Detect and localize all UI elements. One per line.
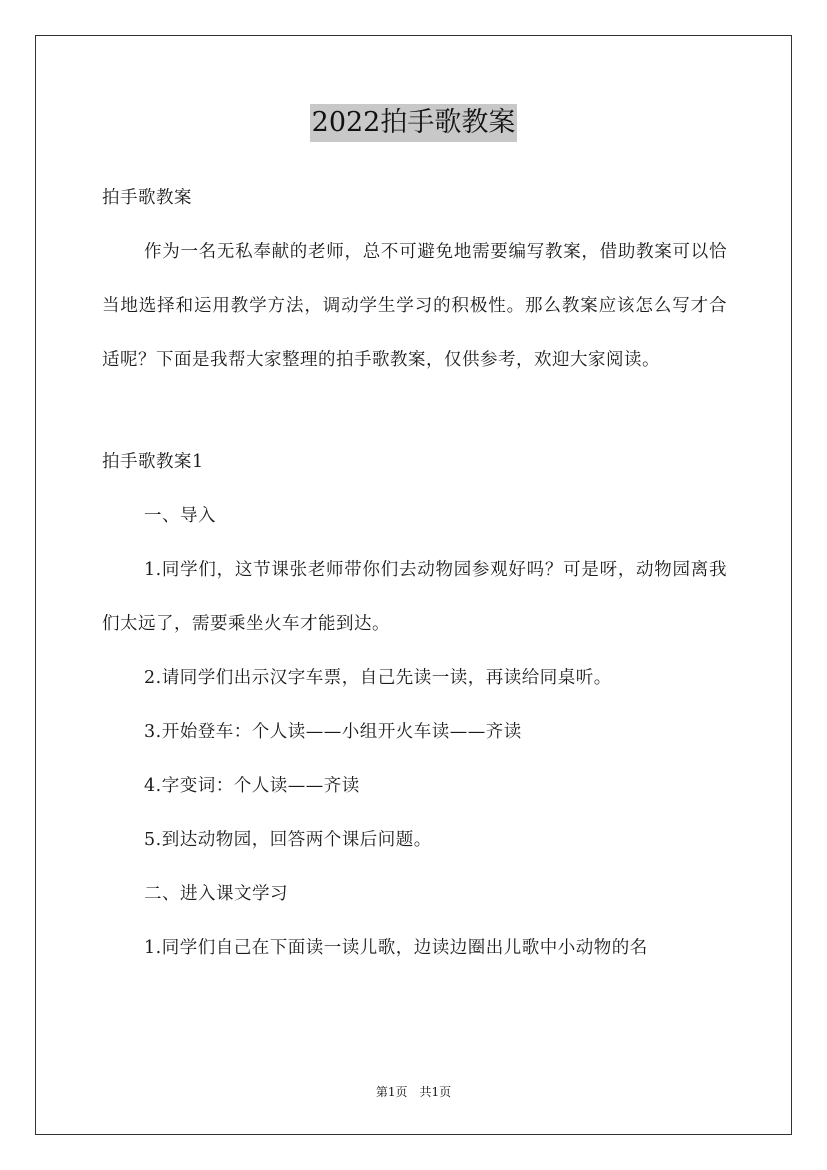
list-item: 1.同学们，这节课张老师带你们去动物园参观好吗？可是呀，动物园离我们太远了，需要乘坐火车才能到达。 xyxy=(102,560,727,634)
intro-paragraph: 作为一名无私奉献的老师，总不可避免地需要编写教案，借助教案可以恰当地选择和运用教学方法，调动学生学习的积极性。那么教案应该怎么写才合适呢？下面是我帮大家整理的拍手歌教案，仅供参考，欢迎大家阅读。 xyxy=(102,242,727,370)
part-heading-lesson: 二、进入课文学习 xyxy=(144,884,288,904)
page-footer xyxy=(0,1083,827,1100)
list-item: 4.字变词：个人读——齐读 xyxy=(144,776,360,796)
document-body xyxy=(102,171,727,975)
page-number: 第1页 共1页 xyxy=(375,1085,452,1099)
subtitle: 拍手歌教案 xyxy=(102,188,192,208)
list-item: 5.到达动物园，回答两个课后问题。 xyxy=(144,830,432,850)
spacer xyxy=(102,387,727,435)
list-item: 3.开始登车：个人读——小组开火车读——齐读 xyxy=(144,722,522,742)
document-title: 2022拍手歌教案 xyxy=(310,104,518,142)
part-heading-intro: 一、导入 xyxy=(144,506,216,526)
list-item: 1.同学们自己在下面读一读儿歌，边读边圈出儿歌中小动物的名 xyxy=(144,938,648,958)
list-item: 2.请同学们出示汉字车票，自己先读一读，再读给同桌听。 xyxy=(144,668,612,688)
title-container xyxy=(0,104,827,142)
section-heading: 拍手歌教案1 xyxy=(102,452,204,472)
